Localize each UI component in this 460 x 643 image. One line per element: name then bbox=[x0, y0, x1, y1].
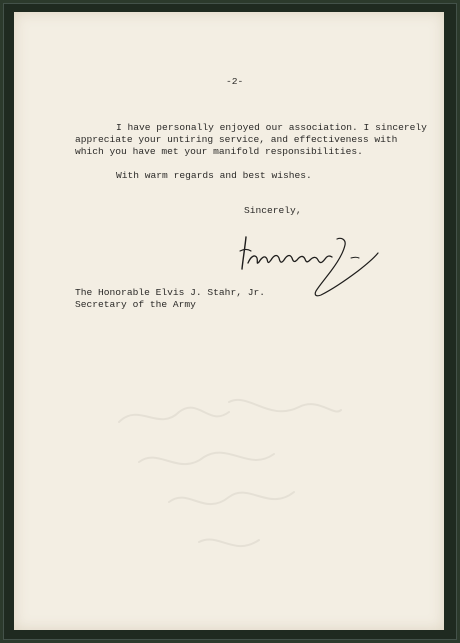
letter-sheet bbox=[14, 12, 444, 630]
body-paragraph-1-line-1: I have personally enjoyed our association. I sincerely bbox=[116, 122, 427, 133]
page-number: -2- bbox=[226, 76, 244, 87]
recipient-title: Secretary of the Army bbox=[75, 299, 196, 310]
body-paragraph-1-line-2: appreciate your untiring service, and effectiveness with bbox=[75, 134, 398, 145]
closing-salutation: Sincerely, bbox=[244, 205, 302, 216]
reverse-side-ink-bleed bbox=[109, 382, 349, 572]
body-paragraph-2: With warm regards and best wishes. bbox=[116, 170, 312, 181]
body-paragraph-1-line-3: which you have met your manifold responsibilities. bbox=[75, 146, 363, 157]
recipient-name: The Honorable Elvis J. Stahr, Jr. bbox=[75, 287, 265, 298]
